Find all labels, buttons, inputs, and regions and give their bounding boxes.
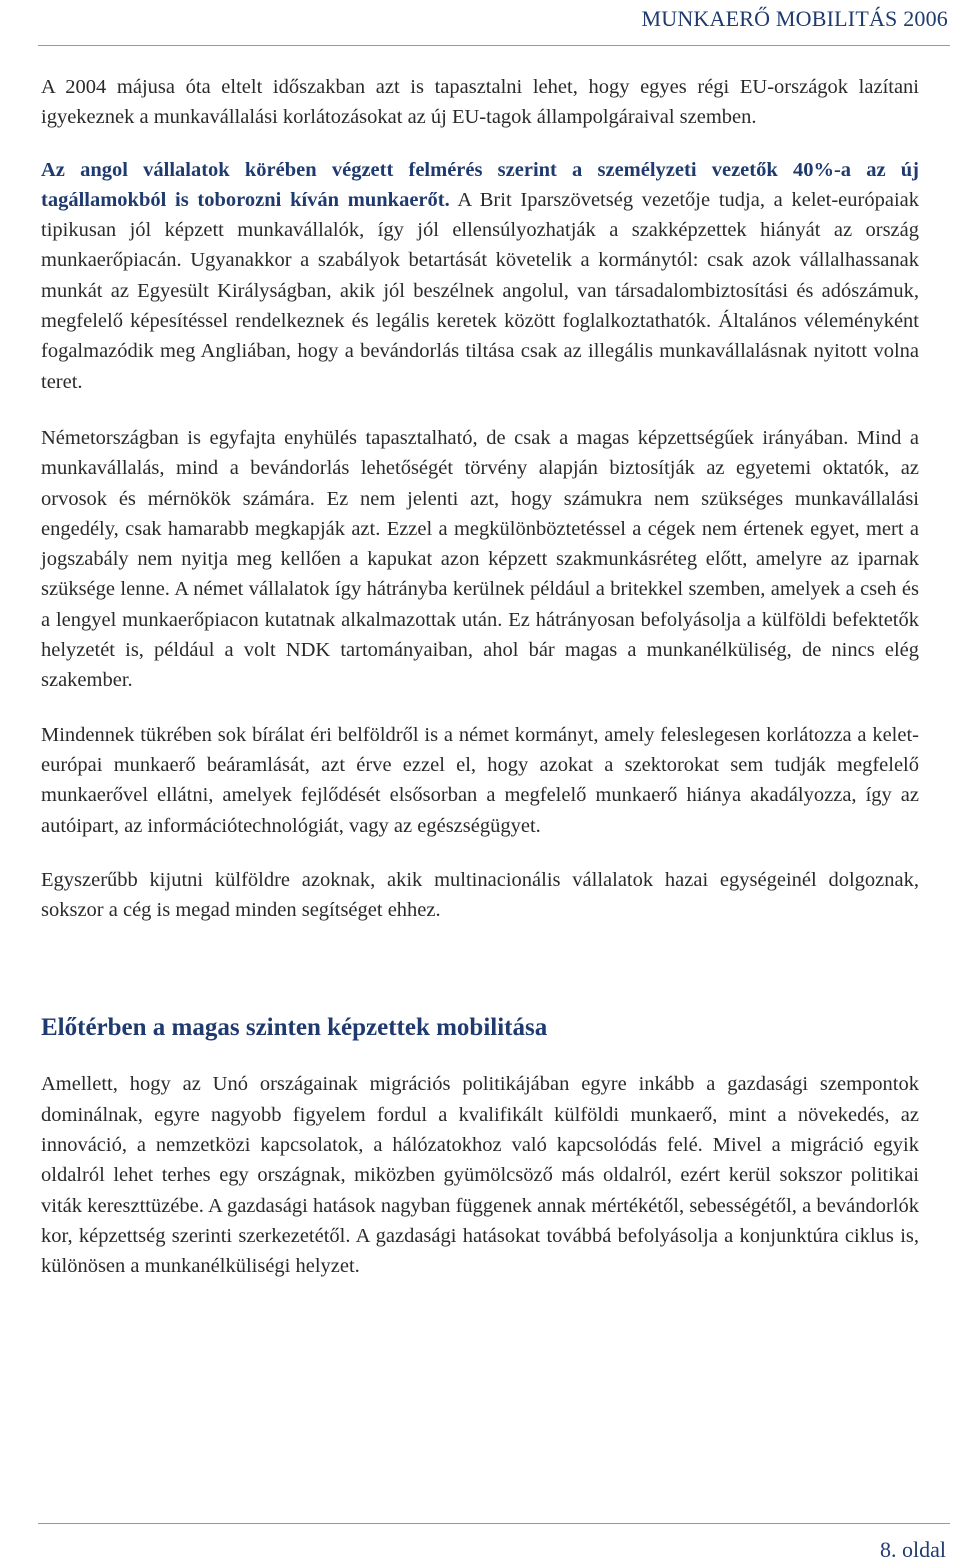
paragraph-skilled-mobility: Amellett, hogy az Unó országainak migrációs politikájában egyre inkább a gazdasági szempontok dominálnak, egyre nagyobb figyelem fordul a kvalifikált külföldi munkaerő, mint a növekedés, az innováció, a nemzetközi kapcsolatok, a hálózatokhoz való kapcsolódás felé. Mivel a migráció egyik oldalról lehet terhes egy országnak, miközben gyümölcsöző más oldalról, ezért kerül sokszor politikai viták kereszttüzébe. A gazdasági hatások nagyban függenek annak mértékétől, sebességétől, a bevándorlók kor, képzettség szerinti szerkezetétől. A gazdasági hatásokat továbbá befolyásolja a konjunktúra ciklus is, különösen a munkanélküliségi helyzet.: [41, 1073, 919, 1278]
uk-survey-text: A Brit Iparszövetség vezetője tudja, a kelet-európaiak tipikusan jól képzett munkavállalók, így jól ellensúlyozhatják a szakképzettek hiányát az ország munkaerőpiacán. Ugyanakkor a szabályok betartását követelik a kormánytól: csak azok vállalhassanak munkát az Egyesült Királyságban, akik jól beszélnek angolul, van társadalombiztosítási és adószámuk, megfelelő képesítéssel rendelkeznek és legális keretek között foglalkoztathatók. Általános véleményként fogalmazódik meg Angliában, hogy a bevándorlás tiltása csak az illegális munkavállalásnak nyitott volna teret.: [41, 188, 919, 393]
paragraph-criticism: Mindennek tükrében sok bírálat éri belföldről is a német kormányt, amely feleslegesen korlátozza a kelet-európai munkaerő beáramlását, azt érve ezzel el, hogy azokat a szektorokat sem tudják megfelelő munkaerővel ellátni, amelyek fejlődését elsősorban a megfelelő munkaerő hiánya akadályozza, így az autóipart, az információtechnológiát, vagy az egészségügyet.: [41, 723, 919, 837]
section-heading: Előtérben a magas szinten képzettek mobilitása: [41, 1014, 548, 1042]
paragraph-eu-restrictions: A 2004 májusa óta eltelt időszakban azt is tapasztalni lehet, hogy egyes régi EU-országok lazítani igyekeznek a munkavállalási korlátozásokat az új EU-tagok állampolgáraival szemben.: [41, 76, 919, 129]
footer-divider: [38, 1523, 950, 1524]
header-divider: [38, 45, 950, 46]
uk-survey-highlight: Az angol vállalatok körében végzett felmérés szerint a személyzeti vezetők 40%-a az új tagállamokból is toborozni kíván munkaerőt.: [41, 158, 919, 211]
paragraph-multinationals: Egyszerűbb kijutni külföldre azoknak, akik multinacionális vállalatok hazai egységeinél dolgoznak, sokszor a cég is megad minden segítséget ehhez.: [41, 868, 919, 922]
page-number: 8. oldal: [880, 1537, 946, 1562]
paragraph-germany: Németországban is egyfajta enyhülés tapasztalható, de csak a magas képzettségűek irányában. Mind a munkavállalás, mind a bevándorlás lehetőségét törvény alapján biztosítják az egyetemi oktatók, az orvosok és mérnökök számára. Ez nem jelenti azt, hogy számukra nem szükséges munkavállalási engedély, csak hamarabb megkapják azt. Ezzel a megkülönböztetéssel a cégek nem értenek egyet, mert a jogszabály nem nyitja meg kellően a kapukat azon képzett szakmunkásréteg előtt, amelyre az iparnak szüksége lenne. A német vállalatok így hátrányba kerülnek például a britekkel szemben, amelyek a cseh és a lengyel munkaerőpiacon kutatnak alkalmazottak után. Ez hátrányosan befolyásolja a külföldi befektetők helyzetét is, például a volt NDK tartományaiban, ahol bár magas a munkanélküliség, de nincs elég szakember.: [41, 426, 919, 692]
paragraph-uk-survey: [41, 155, 919, 397]
running-header-title: MUNKAERŐ MOBILITÁS 2006: [641, 6, 948, 31]
document-body: [41, 72, 919, 1282]
